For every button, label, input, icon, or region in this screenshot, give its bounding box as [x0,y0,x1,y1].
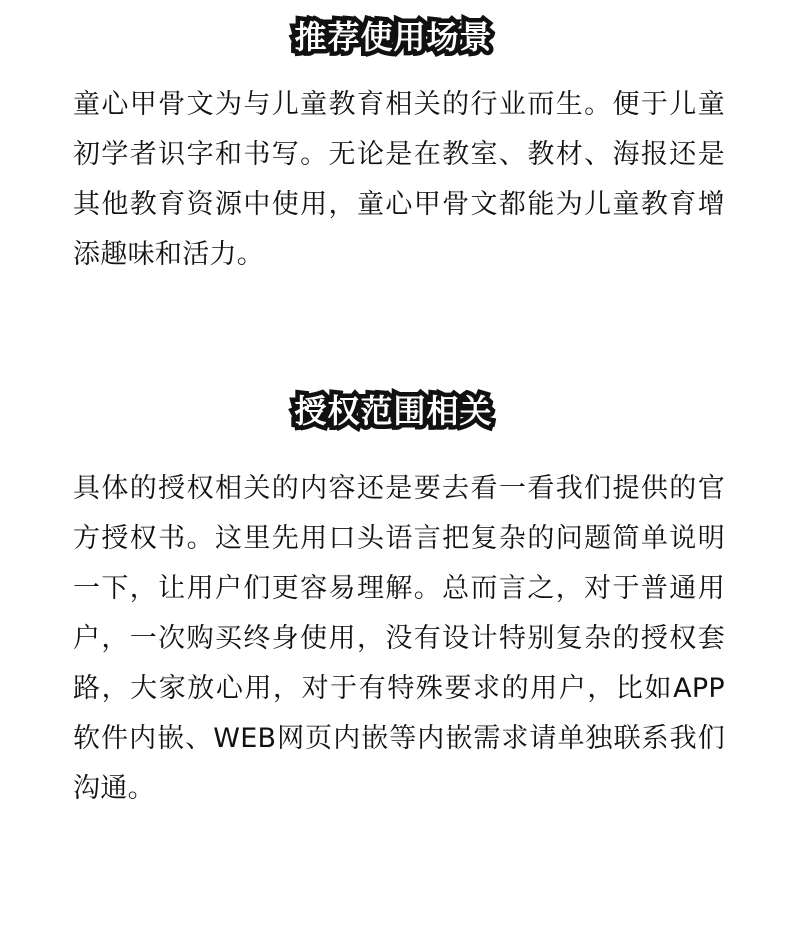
license-scope-heading: 授权范围相关 [294,392,493,430]
license-scope-text: 具体的授权相关的内容还是要去看一看我们提供的官方授权书。这里先用口头语言把复杂的问题简单说明一下，让用户们更容易理解。总而言之，对于普通用户，一次购买终身使用，没有设计特别复杂的授权套路，大家放心用，对于有特殊要求的用户，比如APP软件内嵌、WEB网页内嵌等内嵌需求请单独联系我们沟通。 [73,473,725,804]
license-scope-section [0,388,787,804]
recommended-usage-section [0,14,787,270]
recommended-usage-text: 童心甲骨文为与儿童教育相关的行业而生。便于儿童初学者识字和书写。无论是在教室、教材、海报还是其他教育资源中使用，童心甲骨文都能为儿童教育增添趣味和活力。 [73,89,725,270]
recommended-usage-heading: 推荐使用场景 [294,18,493,56]
